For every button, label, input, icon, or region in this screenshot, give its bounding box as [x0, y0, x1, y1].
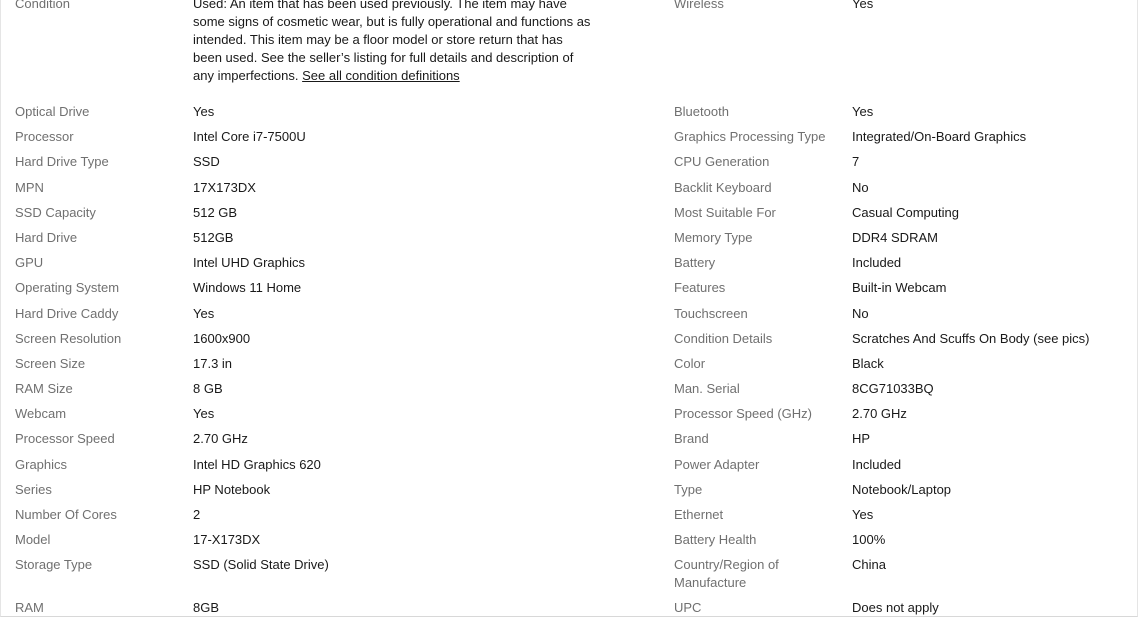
spec-value: 17-X173DX: [193, 532, 261, 548]
spec-value: Intel Core i7-7500U: [193, 129, 306, 145]
spec-label: Graphics: [15, 456, 68, 472]
spec-value: 8CG71033BQ: [852, 381, 934, 397]
spec-value: No: [852, 305, 869, 321]
spec-label: Memory Type: [674, 229, 753, 245]
spec-value: HP Notebook: [193, 481, 271, 497]
spec-label: Battery Health: [674, 532, 757, 548]
spec-value: No: [852, 179, 869, 195]
spec-value: 100%: [852, 532, 886, 548]
spec-label: Webcam: [15, 406, 67, 422]
spec-label: Graphics Processing Type: [674, 129, 826, 145]
spec-row: [674, 254, 1134, 279]
spec-label: Optical Drive: [15, 104, 90, 119]
spec-row: [674, 128, 1134, 153]
spec-label: Storage Type: [15, 557, 93, 573]
spec-value: Yes: [193, 406, 215, 422]
spec-value: Built-in Webcam: [852, 280, 947, 296]
spec-value: Intel UHD Graphics: [193, 255, 305, 271]
spec-label: RAM Size: [15, 381, 73, 397]
spec-row: [674, 179, 1134, 204]
spec-value: Included: [852, 255, 902, 271]
spec-row: [674, 481, 1134, 506]
spec-value: 17X173DX: [193, 179, 256, 195]
spec-value: 8 GB: [193, 381, 223, 397]
specifics-left-column: [15, 0, 635, 617]
spec-row: [15, 355, 635, 380]
spec-label: Brand: [674, 431, 709, 447]
spec-label: Features: [674, 280, 726, 296]
spec-row: [15, 330, 635, 355]
spec-value: Notebook/Laptop: [852, 481, 952, 497]
spec-row: [15, 599, 635, 617]
spec-value: HP: [852, 431, 871, 447]
spec-value: DDR4 SDRAM: [852, 229, 938, 245]
spec-label: Power Adapter: [674, 456, 760, 472]
spec-label: Type: [674, 481, 703, 497]
spec-label: Battery: [674, 255, 716, 271]
spec-label: Most Suitable For: [674, 204, 776, 220]
spec-value: Yes: [193, 104, 215, 119]
spec-value: Scratches And Scuffs On Body (see pics): [852, 330, 1090, 346]
spec-row: [15, 380, 635, 405]
spec-value: Black: [852, 355, 884, 371]
spec-value: Yes: [852, 507, 874, 522]
spec-label: GPU: [15, 255, 44, 271]
spec-row: [674, 279, 1134, 304]
spec-row: [674, 330, 1134, 355]
spec-label: RAM: [15, 600, 44, 616]
spec-label: Ethernet: [674, 507, 724, 522]
spec-row: [15, 305, 635, 330]
spec-value: Casual Computing: [852, 204, 959, 220]
spec-label: Screen Size: [15, 355, 86, 371]
spec-row: [674, 531, 1134, 556]
spec-value: 17.3 in: [193, 355, 233, 371]
spec-row: [15, 506, 635, 531]
specifics-right-column: [674, 0, 1134, 617]
spec-value: Does not apply: [852, 600, 939, 616]
spec-label: Hard Drive: [15, 229, 78, 245]
spec-row: [674, 405, 1134, 430]
spec-value: 2: [193, 507, 201, 522]
spec-label: Man. Serial: [674, 381, 740, 397]
spec-row: [15, 153, 635, 178]
spec-label: Backlit Keyboard: [674, 179, 772, 195]
spec-row: [674, 430, 1134, 455]
spec-row: [15, 254, 635, 279]
spec-row: [15, 103, 635, 128]
spec-row-condition: [15, 0, 635, 103]
spec-row: [674, 229, 1134, 254]
spec-value: SSD: [193, 154, 220, 170]
spec-row: [674, 556, 1134, 599]
spec-label: CPU Generation: [674, 154, 770, 170]
spec-label: Processor Speed: [15, 431, 115, 447]
spec-label: Screen Resolution: [15, 330, 122, 346]
spec-value: Integrated/On-Board Graphics: [852, 129, 1027, 145]
spec-value: China: [852, 557, 886, 573]
spec-value: Yes: [852, 0, 874, 11]
spec-label: Processor Speed (GHz): [674, 406, 812, 422]
spec-value: 2.70 GHz: [193, 431, 248, 447]
spec-label: SSD Capacity: [15, 204, 96, 220]
spec-value: Included: [852, 456, 902, 472]
spec-label: Number Of Cores: [15, 507, 117, 522]
spec-label: Condition Details: [674, 330, 773, 346]
spec-row: [674, 599, 1134, 617]
spec-row: [674, 305, 1134, 330]
spec-label: Series: [15, 481, 52, 497]
condition-description: Used: An item that has been used previously. The item may have some signs of cosmetic wear, but is fully operational and functions as intended. This item may be a floor model or store return that has been used. See the seller’s listing for full details and description of any imperfections.: [193, 0, 591, 83]
spec-label: Condition: [15, 0, 70, 11]
spec-row: [15, 556, 635, 599]
spec-row: [15, 279, 635, 304]
spec-row: [15, 531, 635, 556]
spec-value: Yes: [193, 305, 215, 321]
spec-label: Model: [15, 532, 51, 548]
spec-value: 7: [852, 154, 860, 170]
spec-label: UPC: [674, 600, 702, 616]
spec-row: [15, 229, 635, 254]
spec-label: Wireless: [674, 0, 724, 11]
spec-label: Operating System: [15, 280, 120, 296]
spec-label: Hard Drive Type: [15, 154, 109, 170]
spec-value: 512 GB: [193, 204, 238, 220]
spec-row: [15, 405, 635, 430]
spec-value: 512GB: [193, 229, 234, 245]
spec-row: [674, 456, 1134, 481]
spec-label: MPN: [15, 179, 44, 195]
spec-row: [15, 204, 635, 229]
spec-value: Intel HD Graphics 620: [193, 456, 321, 472]
spec-label: Country/Region of Manufacture: [674, 557, 779, 591]
spec-label: Touchscreen: [674, 305, 748, 321]
spec-label: Bluetooth: [674, 104, 729, 119]
spec-value: [193, 0, 593, 85]
spec-value: 8GB: [193, 600, 220, 616]
condition-definitions-link[interactable]: See all condition definitions: [302, 68, 460, 83]
spec-row: [15, 179, 635, 204]
spec-row: [15, 456, 635, 481]
spec-label: Color: [674, 355, 706, 371]
spec-label: Processor: [15, 129, 74, 145]
spec-value: SSD (Solid State Drive): [193, 557, 329, 573]
spec-value: Windows 11 Home: [193, 280, 302, 296]
spec-row: [674, 355, 1134, 380]
spec-value: Yes: [852, 104, 874, 119]
spec-row: [674, 380, 1134, 405]
spec-value: 2.70 GHz: [852, 406, 907, 422]
spec-row: [674, 204, 1134, 229]
spec-row: [15, 430, 635, 455]
spec-row: [674, 103, 1134, 128]
spec-row: [15, 128, 635, 153]
spec-row: [674, 506, 1134, 531]
spec-label: Hard Drive Caddy: [15, 305, 119, 321]
spec-value: 1600x900: [193, 330, 251, 346]
spec-row: [674, 0, 1134, 103]
spec-row: [674, 153, 1134, 178]
spec-row: [15, 481, 635, 506]
